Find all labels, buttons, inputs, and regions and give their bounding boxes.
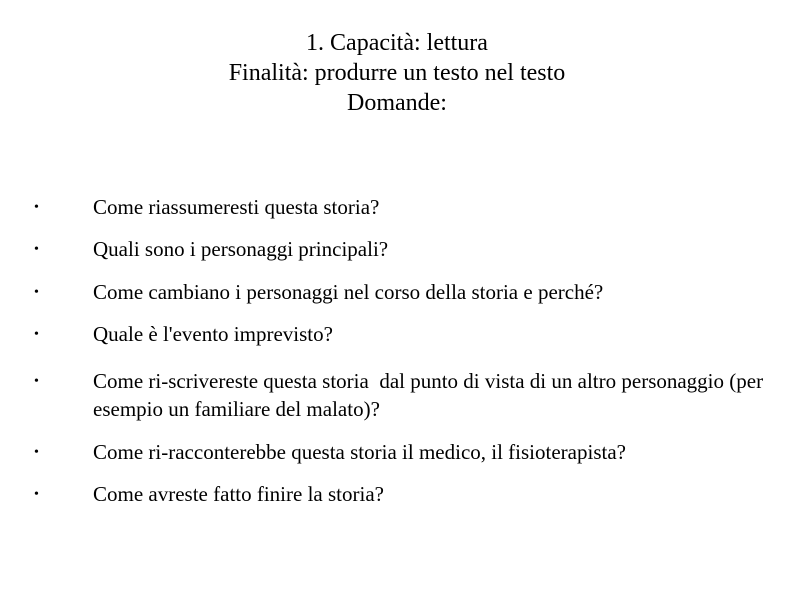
bullet-icon: • [34, 374, 39, 389]
question-text: Come cambiano i personaggi nel corso della storia e perché? [93, 280, 604, 304]
bullet-icon: • [34, 200, 39, 215]
question-text: Quale è l'evento imprevisto? [93, 322, 333, 346]
question-text: Come ri-scrivereste questa storia dal punto di vista di un altro personaggio (per esempio un familiare del malato)? [93, 369, 769, 421]
bullet-icon: • [34, 445, 39, 460]
bullet-icon: • [34, 242, 39, 257]
question-text: Come riassumeresti questa storia? [93, 195, 380, 219]
bullet-icon: • [34, 487, 39, 502]
question-text: Quali sono i personaggi principali? [93, 237, 389, 261]
title-line-capacity: 1. Capacità: lettura [306, 30, 488, 56]
bullet-icon: • [34, 285, 39, 300]
title-line-questions-heading: Domande: [347, 90, 447, 116]
slide-title [0, 28, 794, 118]
bullet-icon: • [34, 327, 39, 342]
question-text: Come avreste fatto finire la storia? [93, 482, 384, 506]
title-line-purpose: Finalità: produrre un testo nel testo [228, 60, 566, 86]
question-text: Come ri-racconterebbe questa storia il medico, il fisioterapista? [93, 440, 626, 464]
